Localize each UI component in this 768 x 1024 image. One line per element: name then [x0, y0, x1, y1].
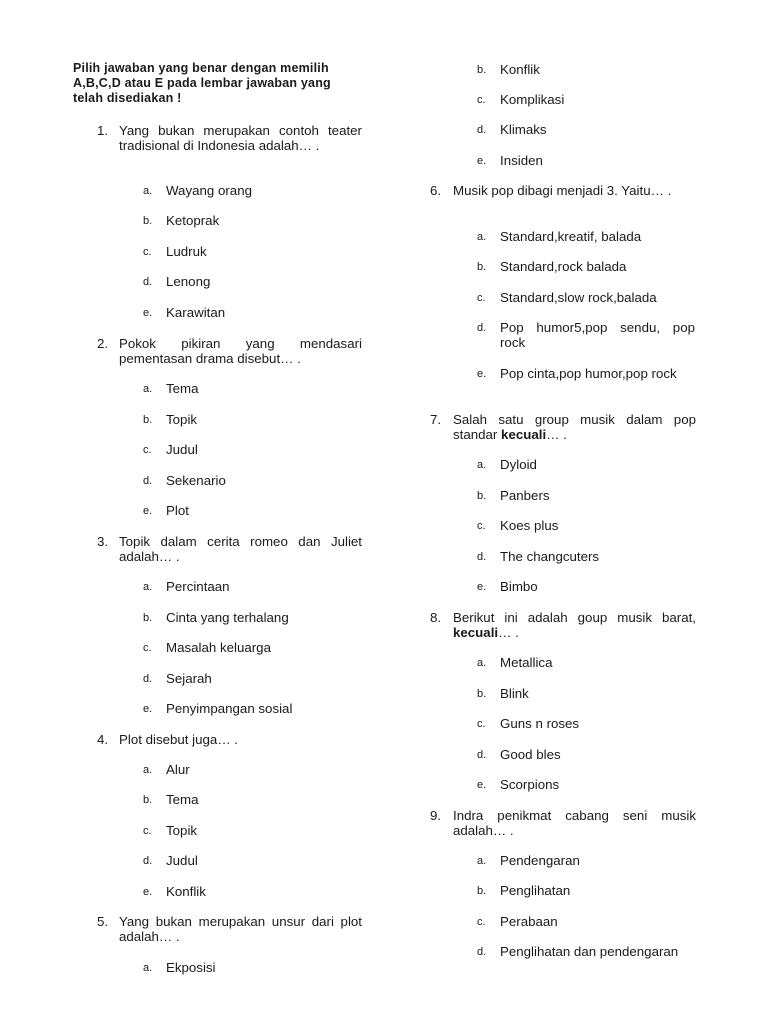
option-letter: c.	[143, 825, 152, 837]
option-text: Konflik	[166, 884, 206, 899]
option-text: Dyloid	[500, 457, 537, 472]
option-text: Pop cinta,pop humor,pop rock	[500, 366, 677, 381]
option-letter: b.	[143, 215, 153, 227]
option-letter: d.	[143, 855, 153, 867]
option-text: Tema	[166, 381, 199, 396]
option-text: Blink	[500, 686, 529, 701]
question-number: 1.	[97, 123, 109, 138]
option-letter: d.	[477, 124, 487, 136]
question-number: 2.	[97, 336, 109, 351]
option-text: Scorpions	[500, 777, 560, 792]
option-text: Karawitan	[166, 305, 226, 320]
option-text: Standard,rock balada	[500, 259, 627, 274]
question-text: Salah satu group musik dalam pop standar kecuali… .	[453, 412, 696, 442]
option-letter: d.	[143, 276, 153, 288]
option-letter: d.	[477, 946, 487, 958]
question-number: 3.	[97, 534, 109, 549]
option-text: Bimbo	[500, 579, 538, 594]
option-text: Sejarah	[166, 671, 212, 686]
option-letter: d.	[143, 475, 153, 487]
question-number: 6.	[430, 183, 442, 198]
option-letter: a.	[477, 855, 487, 867]
option-letter: c.	[143, 246, 152, 258]
option-text: Panbers	[500, 488, 550, 503]
option-letter: e.	[143, 505, 153, 517]
option-letter: d.	[477, 551, 487, 563]
question-text: Musik pop dibagi menjadi 3. Yaitu… .	[453, 183, 672, 198]
option-letter: e.	[477, 581, 487, 593]
option-letter: b.	[477, 490, 487, 502]
option-text: Alur	[166, 762, 190, 777]
option-letter: a.	[143, 962, 153, 974]
option-text: Percintaan	[166, 579, 230, 594]
option-text: Cinta yang terhalang	[166, 610, 289, 625]
instruction-text: Pilih jawaban yang benar dengan memilih A,B,C,D atau E pada lembar jawaban yang telah disediakan !	[73, 61, 331, 105]
option-text: Standard,kreatif, balada	[500, 229, 642, 244]
question-text: Yang bukan merupakan contoh teater tradisional di Indonesia adalah… .	[119, 123, 362, 153]
option-letter: a.	[143, 185, 153, 197]
question-text: Berikut ini adalah goup musik barat, kecuali… .	[453, 610, 696, 640]
option-text: Insiden	[500, 153, 543, 168]
question-number: 5.	[97, 914, 109, 929]
option-text: Standard,slow rock,balada	[500, 290, 657, 305]
option-text: Penglihatan dan pendengaran	[500, 944, 679, 959]
option-text: Good bles	[500, 747, 561, 762]
question-text: Indra penikmat cabang seni musik adalah… .	[453, 808, 696, 838]
option-text: Koes plus	[500, 518, 559, 533]
option-text: Klimaks	[500, 122, 547, 137]
option-letter: c.	[143, 642, 152, 654]
option-text: Perabaan	[500, 914, 558, 929]
option-letter: c.	[477, 94, 486, 106]
option-letter: a.	[143, 581, 153, 593]
question-number: 7.	[430, 412, 442, 427]
question-number: 9.	[430, 808, 442, 823]
option-letter: b.	[477, 261, 487, 273]
option-text: Topik	[166, 823, 198, 838]
option-letter: d.	[143, 673, 153, 685]
option-text: Ludruk	[166, 244, 207, 259]
question-text: Plot disebut juga… .	[119, 732, 239, 747]
option-letter: c.	[477, 718, 486, 730]
option-letter: b.	[143, 794, 153, 806]
option-letter: e.	[477, 779, 487, 791]
option-letter: e.	[477, 368, 487, 380]
option-letter: e.	[477, 155, 487, 167]
option-text: Konflik	[500, 62, 540, 77]
option-text: Topik	[166, 412, 198, 427]
option-text: Guns n roses	[500, 716, 580, 731]
question-text: Topik dalam cerita romeo dan Juliet adalah… .	[119, 534, 362, 564]
option-text: Judul	[166, 442, 198, 457]
option-text: Masalah keluarga	[166, 640, 271, 655]
question-keyword: kecuali	[453, 625, 499, 640]
option-letter: e.	[143, 307, 153, 319]
option-text: Tema	[166, 792, 199, 807]
option-letter: c.	[477, 520, 486, 532]
option-text: Sekenario	[166, 473, 226, 488]
option-text: Penglihatan	[500, 883, 571, 898]
option-letter: e.	[143, 886, 153, 898]
option-letter: c.	[477, 292, 486, 304]
question-number: 8.	[430, 610, 442, 625]
option-text: Plot	[166, 503, 189, 518]
option-text: Pendengaran	[500, 853, 580, 868]
option-letter: b.	[477, 688, 487, 700]
option-text: The changcuters	[500, 549, 600, 564]
option-letter: c.	[143, 444, 152, 456]
question-text: Yang bukan merupakan unsur dari plot adalah… .	[119, 914, 362, 944]
option-text: Metallica	[500, 655, 553, 670]
option-letter: d.	[477, 749, 487, 761]
option-letter: a.	[477, 459, 487, 471]
option-letter: b.	[477, 885, 487, 897]
option-text: Lenong	[166, 274, 211, 289]
option-text: Pop humor5,pop sendu, pop rock	[500, 320, 695, 350]
option-letter: a.	[477, 657, 487, 669]
option-text: Wayang orang	[166, 183, 252, 198]
question-number: 4.	[97, 732, 109, 747]
option-letter: a.	[477, 231, 487, 243]
option-text: Komplikasi	[500, 92, 565, 107]
option-letter: c.	[477, 916, 486, 928]
option-text: Penyimpangan sosial	[166, 701, 293, 716]
option-text: Judul	[166, 853, 198, 868]
option-letter: b.	[143, 612, 153, 624]
question-text: Pokok pikiran yang mendasari pementasan drama disebut… .	[119, 336, 362, 366]
option-letter: a.	[143, 383, 153, 395]
option-letter: b.	[143, 414, 153, 426]
option-letter: e.	[143, 703, 153, 715]
option-letter: b.	[477, 64, 487, 76]
option-letter: d.	[477, 322, 487, 334]
option-text: Ketoprak	[166, 213, 220, 228]
option-text: Ekposisi	[166, 960, 216, 975]
question-keyword: kecuali	[501, 427, 547, 442]
option-letter: a.	[143, 764, 153, 776]
